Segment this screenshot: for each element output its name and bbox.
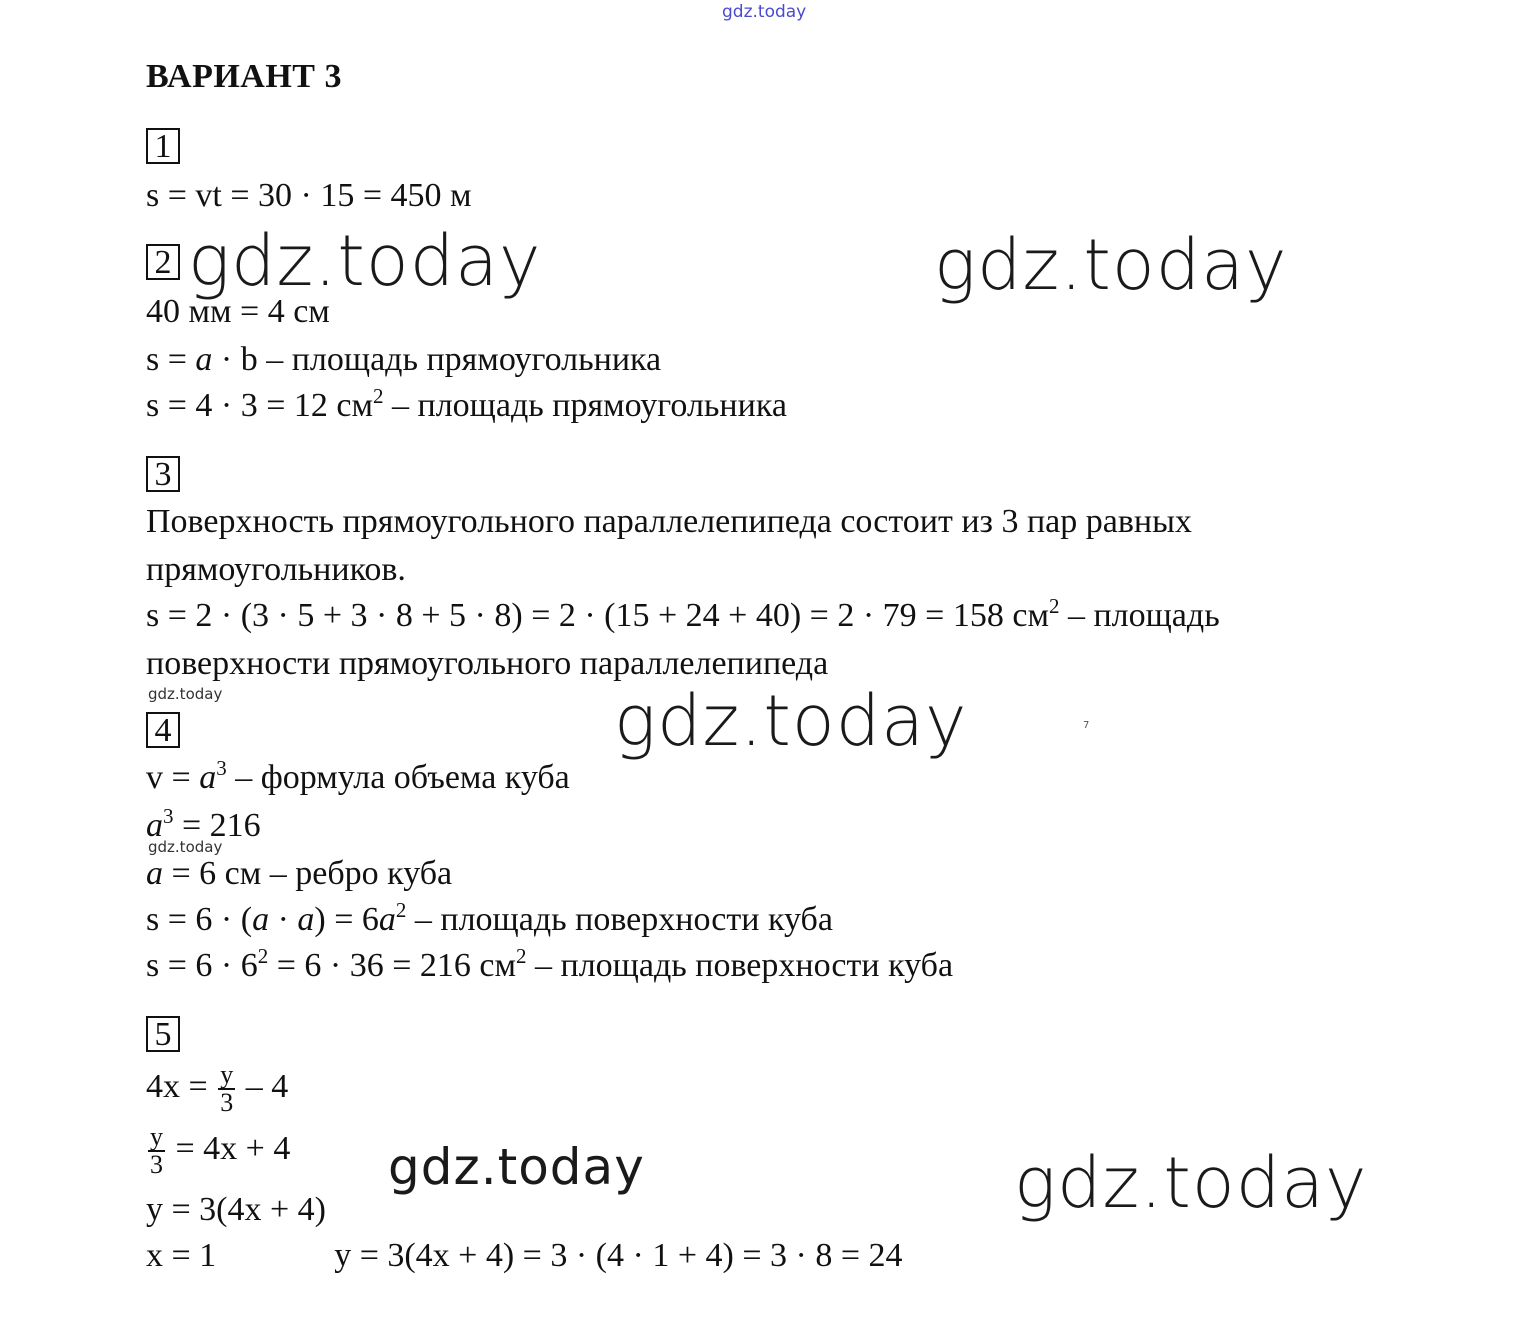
text-segment: – площадь поверхности куба xyxy=(526,947,954,984)
text-segment: y = 3(4x + 4) = 3 · (4 · 1 + 4) = 3 · 8 = 24 xyxy=(334,1237,903,1274)
fraction xyxy=(148,1124,165,1178)
variable-a: a xyxy=(252,901,270,938)
text-segment: – формула объема куба xyxy=(226,759,570,796)
task2-line-2 xyxy=(146,340,661,380)
fraction xyxy=(218,1062,235,1116)
tick-mark: 7 xyxy=(1083,720,1091,731)
text-segment: x = 1 xyxy=(146,1237,217,1274)
task5-line-4 xyxy=(146,1236,903,1276)
variable-a: a xyxy=(146,807,163,844)
text-segment: – 4 xyxy=(237,1067,289,1105)
watermark-4: gdz.today xyxy=(388,1138,645,1196)
fraction-denominator: 3 xyxy=(150,1150,163,1179)
watermark-1: gdz.today xyxy=(188,220,542,302)
watermark-2: gdz.today xyxy=(934,224,1288,306)
superscript: 2 xyxy=(257,944,269,968)
variable-a: a xyxy=(146,855,163,892)
text-segment: s = xyxy=(146,341,196,378)
text-segment: = 216 xyxy=(173,807,261,844)
text-segment: = 4x + 4 xyxy=(167,1129,291,1167)
text-segment: – площадь xyxy=(1059,597,1220,634)
task5-line-2 xyxy=(146,1124,290,1178)
variable-a: a xyxy=(378,901,396,938)
task-number-2: 2 xyxy=(146,244,180,280)
text-segment: v = xyxy=(146,759,200,796)
text-segment: = 6 · 36 = 216 см xyxy=(268,947,517,984)
text-segment: s = 6 · 6 xyxy=(146,947,258,984)
variable-a: a xyxy=(195,341,213,378)
task3-line-1: Поверхность прямоугольного параллелепипеда состоит из 3 пар равных xyxy=(146,503,1192,540)
text-segment: – площадь прямоугольника xyxy=(383,387,787,424)
text-segment: · b – площадь прямоугольника xyxy=(212,341,662,378)
text-segment: s = 4 · 3 = 12 см xyxy=(146,387,374,424)
variable-a: a xyxy=(297,901,315,938)
task3-line-3 xyxy=(146,596,1220,636)
task-number-1: 1 xyxy=(146,128,180,164)
task-number-5: 5 xyxy=(146,1016,180,1052)
task3-line-4: поверхности прямоугольного параллелепипеда xyxy=(146,645,829,682)
task-number-3: 3 xyxy=(146,456,180,492)
task5-line-3: y = 3(4x + 4) xyxy=(146,1191,326,1228)
superscript: 2 xyxy=(516,944,527,968)
task-number-4: 4 xyxy=(146,712,180,748)
superscript: 2 xyxy=(1048,594,1060,618)
task4-line-5 xyxy=(146,946,953,986)
text-segment: = 6 см – ребро куба xyxy=(163,855,453,892)
superscript: 2 xyxy=(395,898,407,922)
text-segment: · xyxy=(269,901,298,938)
text-segment: s = 2 · (3 · 5 + 3 · 8 + 5 · 8) = 2 · (15 + 24 + 40) = 2 · 79 = 158 см xyxy=(146,597,1049,634)
task4-line-2 xyxy=(146,806,261,846)
superscript: 3 xyxy=(216,756,227,780)
variable-a: a xyxy=(199,759,217,796)
task5-line-1 xyxy=(146,1062,288,1116)
superscript: 2 xyxy=(373,384,384,408)
watermark-top: gdz.today xyxy=(722,2,807,22)
watermark-small-1: gdz.today xyxy=(148,685,223,703)
text-segment: ) = 6 xyxy=(314,901,379,938)
text-segment: s = 6 · ( xyxy=(146,901,253,938)
superscript: 3 xyxy=(163,804,174,828)
task2-line-3 xyxy=(146,386,787,426)
task2-line-1: 40 мм = 4 см xyxy=(146,293,330,330)
task3-line-2: прямоугольников. xyxy=(146,551,406,588)
watermark-3: gdz.today xyxy=(614,680,968,762)
text-segment: – площадь поверхности куба xyxy=(406,901,833,938)
page-title: ВАРИАНТ 3 xyxy=(146,58,342,95)
fraction-numerator: y xyxy=(220,1060,234,1089)
watermark-small-2: gdz.today xyxy=(148,838,223,856)
text-segment: 4x = xyxy=(146,1067,217,1105)
fraction-numerator: y xyxy=(150,1122,163,1151)
task4-line-4 xyxy=(146,900,833,940)
task1-line-1: s = vt = 30 · 15 = 450 м xyxy=(146,177,472,214)
fraction-denominator: 3 xyxy=(220,1088,234,1117)
task4-line-1 xyxy=(146,758,570,798)
watermark-5: gdz.today xyxy=(1014,1142,1368,1224)
task4-line-3 xyxy=(146,854,452,894)
